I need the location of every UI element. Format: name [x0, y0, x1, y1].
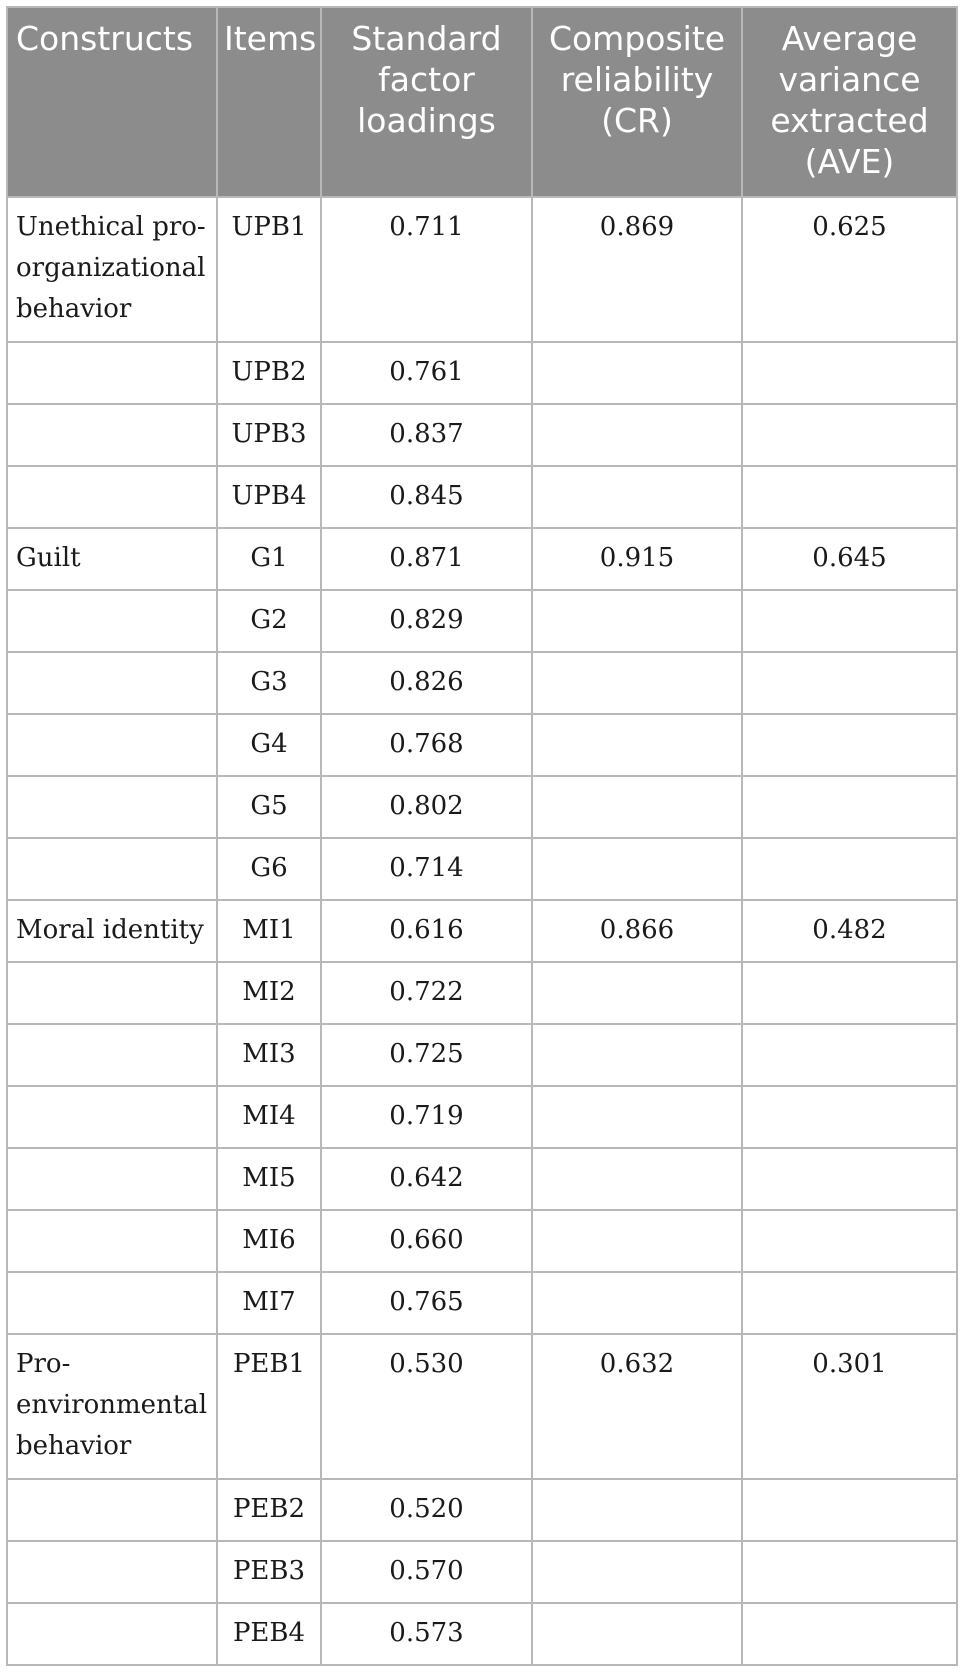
table-row	[7, 652, 957, 714]
item-cell: MI7	[217, 1272, 321, 1334]
loading-cell: 0.660	[321, 1210, 532, 1272]
table-body	[7, 197, 957, 1665]
loading-cell: 0.829	[321, 590, 532, 652]
table-row	[7, 197, 957, 342]
table-row	[7, 962, 957, 1024]
cr-cell	[532, 1541, 742, 1603]
construct-cell	[7, 1148, 217, 1210]
construct-cell	[7, 466, 217, 528]
cr-cell	[532, 1272, 742, 1334]
cr-cell	[532, 342, 742, 404]
item-cell: MI6	[217, 1210, 321, 1272]
ave-cell	[742, 1272, 957, 1334]
item-cell: G1	[217, 528, 321, 590]
construct-cell	[7, 1603, 217, 1665]
item-cell: PEB4	[217, 1603, 321, 1665]
loading-cell: 0.765	[321, 1272, 532, 1334]
ave-cell	[742, 1210, 957, 1272]
loading-cell: 0.711	[321, 197, 532, 342]
construct-cell	[7, 590, 217, 652]
construct-cell	[7, 1024, 217, 1086]
table-row	[7, 342, 957, 404]
item-cell: MI1	[217, 900, 321, 962]
ave-cell	[742, 342, 957, 404]
table-row	[7, 776, 957, 838]
cr-cell	[532, 466, 742, 528]
construct-cell: Unethical pro-organizational behavior	[7, 197, 217, 342]
cr-cell: 0.869	[532, 197, 742, 342]
ave-cell	[742, 652, 957, 714]
ave-cell	[742, 776, 957, 838]
ave-cell	[742, 962, 957, 1024]
cr-cell: 0.915	[532, 528, 742, 590]
loading-cell: 0.714	[321, 838, 532, 900]
loading-cell: 0.719	[321, 1086, 532, 1148]
loading-cell: 0.761	[321, 342, 532, 404]
loading-cell: 0.802	[321, 776, 532, 838]
construct-cell	[7, 1541, 217, 1603]
factor-loadings-table	[6, 6, 958, 1666]
table-row	[7, 900, 957, 962]
cr-cell	[532, 1148, 742, 1210]
cr-cell	[532, 1086, 742, 1148]
construct-cell	[7, 404, 217, 466]
item-cell: UPB4	[217, 466, 321, 528]
loading-cell: 0.570	[321, 1541, 532, 1603]
table-header	[7, 7, 957, 197]
table-row	[7, 1148, 957, 1210]
cr-cell	[532, 1210, 742, 1272]
construct-cell: Pro-environmental behavior	[7, 1334, 217, 1479]
table-row	[7, 838, 957, 900]
item-cell: UPB2	[217, 342, 321, 404]
ave-cell: 0.645	[742, 528, 957, 590]
table-container	[6, 6, 956, 1666]
loading-cell: 0.520	[321, 1479, 532, 1541]
cr-cell	[532, 1024, 742, 1086]
cr-cell	[532, 838, 742, 900]
cr-cell	[532, 714, 742, 776]
cr-cell	[532, 404, 742, 466]
ave-cell	[742, 1541, 957, 1603]
loading-cell: 0.573	[321, 1603, 532, 1665]
item-cell: MI3	[217, 1024, 321, 1086]
table-row	[7, 714, 957, 776]
item-cell: G4	[217, 714, 321, 776]
cr-cell	[532, 776, 742, 838]
ave-cell	[742, 1148, 957, 1210]
table-row	[7, 1334, 957, 1479]
ave-cell	[742, 714, 957, 776]
ave-cell: 0.301	[742, 1334, 957, 1479]
table-row	[7, 1086, 957, 1148]
table-row	[7, 528, 957, 590]
table-row	[7, 590, 957, 652]
item-cell: G5	[217, 776, 321, 838]
cr-cell	[532, 652, 742, 714]
loading-cell: 0.845	[321, 466, 532, 528]
table-row	[7, 466, 957, 528]
construct-cell	[7, 1210, 217, 1272]
ave-cell: 0.625	[742, 197, 957, 342]
cr-cell	[532, 1479, 742, 1541]
construct-cell	[7, 1086, 217, 1148]
ave-cell	[742, 404, 957, 466]
cr-cell: 0.632	[532, 1334, 742, 1479]
loading-cell: 0.826	[321, 652, 532, 714]
cr-cell	[532, 962, 742, 1024]
cr-cell	[532, 590, 742, 652]
loading-cell: 0.616	[321, 900, 532, 962]
ave-cell	[742, 1086, 957, 1148]
item-cell: PEB3	[217, 1541, 321, 1603]
cr-cell	[532, 1603, 742, 1665]
ave-cell	[742, 466, 957, 528]
construct-cell	[7, 342, 217, 404]
ave-cell	[742, 1024, 957, 1086]
table-row	[7, 404, 957, 466]
ave-cell	[742, 590, 957, 652]
table-row	[7, 1479, 957, 1541]
table-row	[7, 1210, 957, 1272]
item-cell: PEB2	[217, 1479, 321, 1541]
header-row	[7, 7, 957, 197]
construct-cell: Moral identity	[7, 900, 217, 962]
item-cell: G2	[217, 590, 321, 652]
ave-cell: 0.482	[742, 900, 957, 962]
header-standard-factor-loadings: Standard factor loadings	[321, 7, 532, 197]
loading-cell: 0.871	[321, 528, 532, 590]
item-cell: MI5	[217, 1148, 321, 1210]
loading-cell: 0.722	[321, 962, 532, 1024]
table-row	[7, 1272, 957, 1334]
construct-cell	[7, 652, 217, 714]
construct-cell: Guilt	[7, 528, 217, 590]
ave-cell	[742, 1479, 957, 1541]
header-composite-reliability: Composite reliability (CR)	[532, 7, 742, 197]
loading-cell: 0.725	[321, 1024, 532, 1086]
item-cell: UPB3	[217, 404, 321, 466]
table-row	[7, 1603, 957, 1665]
ave-cell	[742, 1603, 957, 1665]
construct-cell	[7, 714, 217, 776]
item-cell: G3	[217, 652, 321, 714]
item-cell: G6	[217, 838, 321, 900]
construct-cell	[7, 962, 217, 1024]
item-cell: PEB1	[217, 1334, 321, 1479]
construct-cell	[7, 1479, 217, 1541]
table-row	[7, 1024, 957, 1086]
construct-cell	[7, 1272, 217, 1334]
cr-cell: 0.866	[532, 900, 742, 962]
loading-cell: 0.837	[321, 404, 532, 466]
table-row	[7, 1541, 957, 1603]
loading-cell: 0.530	[321, 1334, 532, 1479]
item-cell: UPB1	[217, 197, 321, 342]
header-average-variance-extracted: Average variance extracted (AVE)	[742, 7, 957, 197]
construct-cell	[7, 776, 217, 838]
item-cell: MI4	[217, 1086, 321, 1148]
loading-cell: 0.768	[321, 714, 532, 776]
header-constructs: Constructs	[7, 7, 217, 197]
ave-cell	[742, 838, 957, 900]
construct-cell	[7, 838, 217, 900]
item-cell: MI2	[217, 962, 321, 1024]
header-items: Items	[217, 7, 321, 197]
loading-cell: 0.642	[321, 1148, 532, 1210]
